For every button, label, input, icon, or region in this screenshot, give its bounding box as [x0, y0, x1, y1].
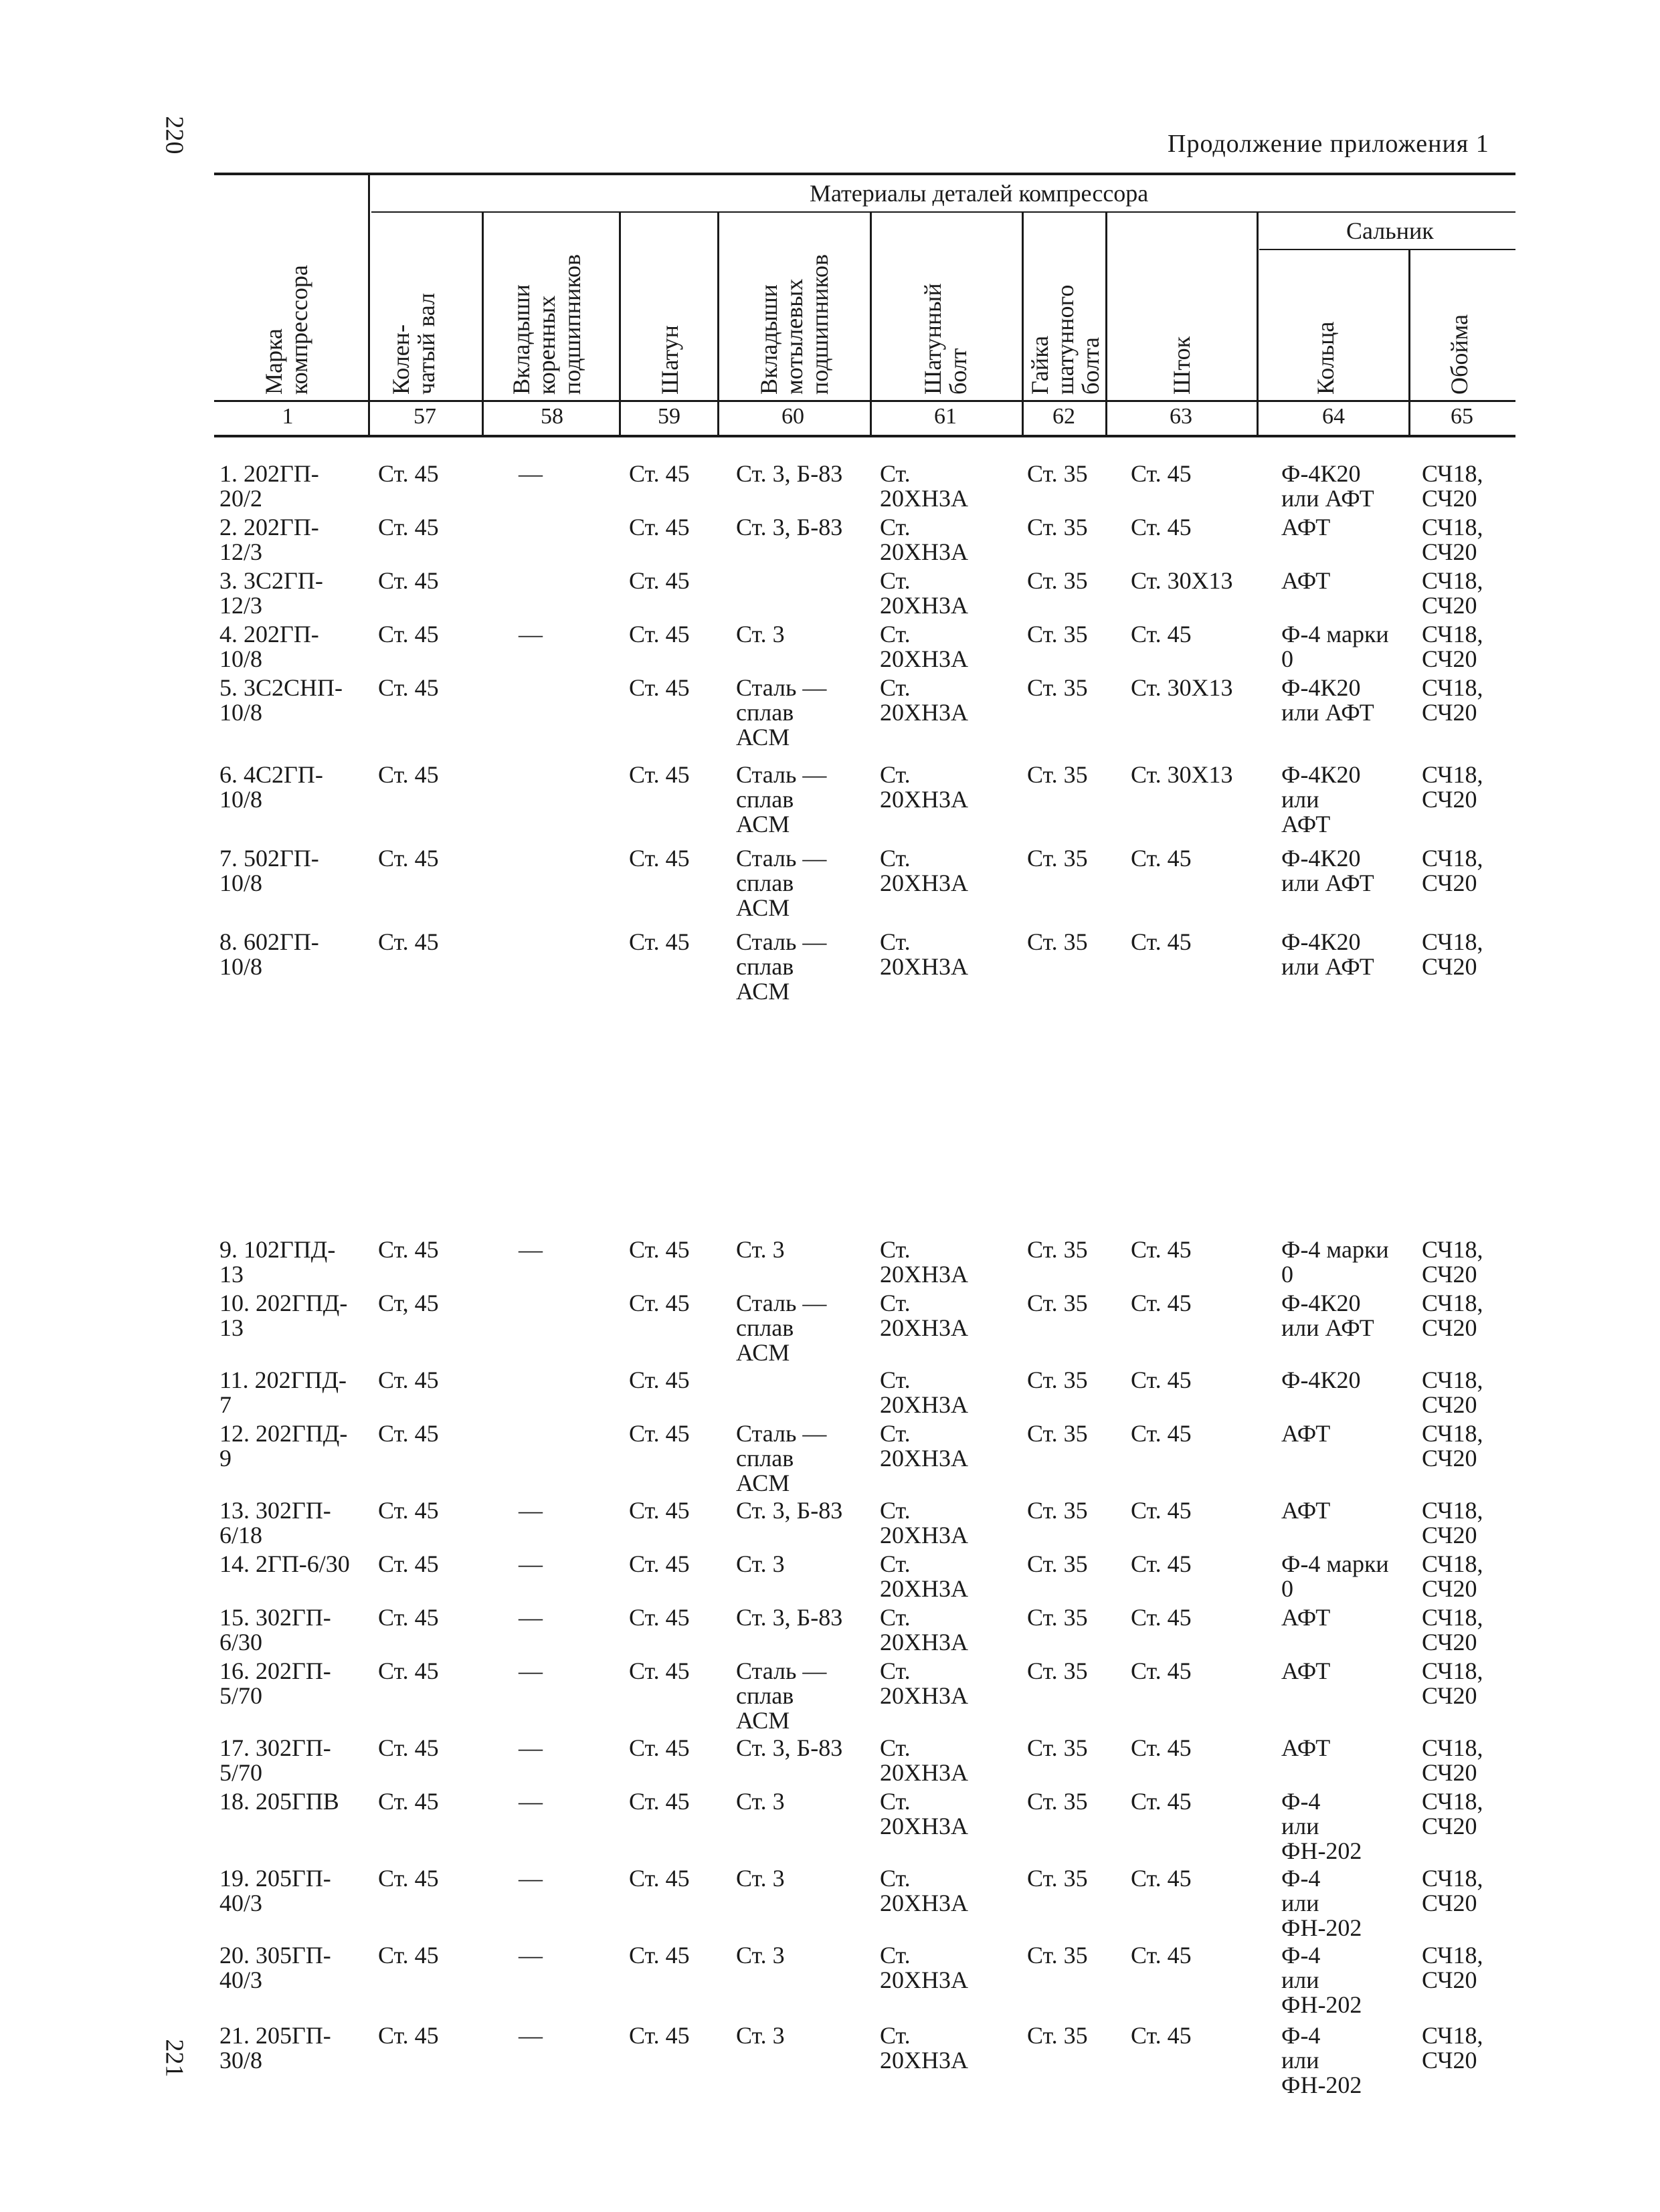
cell-gland-casing: СЧ18, СЧ20 — [1422, 514, 1483, 565]
cell-rod-bolt: Ст. 20ХН3А — [880, 1497, 968, 1548]
cell-crankshaft: Ст. 45 — [378, 1497, 439, 1524]
cell-gland-rings: Ф-4 марки 0 — [1281, 1550, 1389, 1602]
group-header-rule — [371, 211, 1515, 213]
cell-connecting-rod: Ст. 45 — [629, 1367, 690, 1393]
cell-rod-bolt-nut: Ст. 35 — [1027, 761, 1088, 788]
cell-rod-bolt-nut: Ст. 35 — [1027, 674, 1088, 701]
cell-rod-bolt: Ст. 20ХН3А — [880, 674, 968, 726]
cell-rod-bolt-nut: Ст. 35 — [1027, 1550, 1088, 1577]
subgroup-header: Сальник — [1346, 217, 1434, 244]
cell-crank-bearing-liners: Ст. 3 — [736, 2022, 785, 2049]
cell-crank-bearing-liners: Ст. 3, Б-83 — [736, 1497, 843, 1524]
cell-rod-bolt-nut: Ст. 35 — [1027, 1942, 1088, 1969]
cell-compressor-mark: 14. 2ГП-6/30 — [219, 1550, 350, 1577]
column-header: Вкладыши мотылевых подшипников — [755, 254, 833, 395]
cell-rod-bolt-nut: Ст. 35 — [1027, 460, 1088, 487]
cell-gland-rings: Ф-4К20 или АФТ — [1281, 460, 1374, 512]
cell-rod-bolt: Ст. 20ХН3А — [880, 1865, 968, 1916]
cell-gland-casing: СЧ18, СЧ20 — [1422, 460, 1483, 512]
cell-crankshaft: Ст. 45 — [378, 567, 439, 594]
cell-rod-bolt: Ст. 20ХН3А — [880, 1420, 968, 1472]
cell-crankshaft: Ст. 45 — [378, 1734, 439, 1761]
cell-crank-bearing-liners: Ст. 3 — [736, 1865, 785, 1892]
cell-rod-bolt: Ст. 20ХН3А — [880, 761, 968, 813]
cell-gland-casing: СЧ18, СЧ20 — [1422, 1550, 1483, 1602]
cell-piston-rod: Ст. 45 — [1131, 514, 1192, 540]
cell-rod-bolt: Ст. 20ХН3А — [880, 1290, 968, 1341]
cell-gland-rings: АФТ — [1281, 1657, 1331, 1684]
cell-crank-bearing-liners: Ст. 3 — [736, 621, 785, 647]
cell-compressor-mark: 1. 202ГП- 20/2 — [219, 460, 319, 512]
cell-piston-rod: Ст. 45 — [1131, 621, 1192, 647]
cell-gland-rings: Ф-4К20 или АФТ — [1281, 761, 1361, 837]
cell-crank-bearing-liners: Сталь — сплав АСМ — [736, 928, 827, 1005]
column-divider — [368, 175, 370, 436]
cell-crankshaft: Ст. 45 — [378, 1604, 439, 1631]
cell-crank-bearing-liners: Ст. 3, Б-83 — [736, 460, 843, 487]
cell-gland-rings: АФТ — [1281, 1604, 1331, 1631]
cell-rod-bolt-nut: Ст. 35 — [1027, 514, 1088, 540]
cell-rod-bolt-nut: Ст. 35 — [1027, 1420, 1088, 1447]
cell-gland-rings: АФТ — [1281, 1734, 1331, 1761]
cell-rod-bolt: Ст. 20ХН3А — [880, 1788, 968, 1839]
cell-connecting-rod: Ст. 45 — [629, 1788, 690, 1815]
cell-connecting-rod: Ст. 45 — [629, 2022, 690, 2049]
cell-piston-rod: Ст. 45 — [1131, 1788, 1192, 1815]
cell-main-bearing-liners: — — [519, 460, 543, 487]
cell-connecting-rod: Ст. 45 — [629, 460, 690, 487]
cell-crankshaft: Ст. 45 — [378, 1942, 439, 1969]
cell-compressor-mark: 4. 202ГП- 10/8 — [219, 621, 319, 672]
cell-piston-rod: Ст. 45 — [1131, 1550, 1192, 1577]
cell-gland-casing: СЧ18, СЧ20 — [1422, 567, 1483, 619]
cell-connecting-rod: Ст. 45 — [629, 1236, 690, 1263]
column-number: 59 — [658, 404, 680, 429]
cell-gland-rings: Ф-4К20 или АФТ — [1281, 1290, 1374, 1341]
cell-gland-casing: СЧ18, СЧ20 — [1422, 2022, 1483, 2074]
cell-gland-rings: Ф-4К20 — [1281, 1367, 1361, 1393]
cell-connecting-rod: Ст. 45 — [629, 1290, 690, 1316]
cell-compressor-mark: 3. 3С2ГП- 12/3 — [219, 567, 323, 619]
cell-crankshaft: Ст. 45 — [378, 514, 439, 540]
cell-gland-rings: Ф-4 марки 0 — [1281, 621, 1389, 672]
cell-connecting-rod: Ст. 45 — [629, 1942, 690, 1969]
cell-rod-bolt-nut: Ст. 35 — [1027, 928, 1088, 955]
cell-main-bearing-liners: — — [519, 1604, 543, 1631]
cell-crankshaft: Ст. 45 — [378, 1420, 439, 1447]
cell-piston-rod: Ст. 30Х13 — [1131, 567, 1233, 594]
cell-rod-bolt: Ст. 20ХН3А — [880, 2022, 968, 2074]
cell-compressor-mark: 12. 202ГПД- 9 — [219, 1420, 348, 1472]
cell-rod-bolt: Ст. 20ХН3А — [880, 1367, 968, 1418]
subgroup-header-rule — [1259, 249, 1515, 250]
cell-gland-casing: СЧ18, СЧ20 — [1422, 1604, 1483, 1655]
column-number: 62 — [1052, 404, 1075, 429]
cell-connecting-rod: Ст. 45 — [629, 1865, 690, 1892]
cell-crank-bearing-liners: Сталь — сплав АСМ — [736, 1657, 827, 1734]
cell-piston-rod: Ст. 45 — [1131, 1290, 1192, 1316]
cell-main-bearing-liners: — — [519, 1236, 543, 1263]
cell-compressor-mark: 2. 202ГП- 12/3 — [219, 514, 319, 565]
cell-rod-bolt-nut: Ст. 35 — [1027, 567, 1088, 594]
column-divider — [619, 213, 621, 436]
cell-main-bearing-liners: — — [519, 1865, 543, 1892]
column-header: Гайка шатунного болта — [1026, 284, 1104, 395]
column-number: 61 — [934, 404, 957, 429]
cell-gland-rings: Ф-4 марки 0 — [1281, 1236, 1389, 1288]
cell-gland-casing: СЧ18, СЧ20 — [1422, 1290, 1483, 1341]
cell-piston-rod: Ст. 45 — [1131, 1367, 1192, 1393]
cell-gland-casing: СЧ18, СЧ20 — [1422, 928, 1483, 980]
cell-piston-rod: Ст. 45 — [1131, 2022, 1192, 2049]
column-header: Обойма — [1446, 314, 1473, 395]
group-header: Материалы деталей компрессора — [810, 180, 1149, 207]
cell-piston-rod: Ст. 45 — [1131, 1420, 1192, 1447]
page-number-bottom: 221 — [160, 2039, 189, 2078]
cell-crankshaft: Ст. 45 — [378, 845, 439, 872]
cell-gland-rings: АФТ — [1281, 1497, 1331, 1524]
cell-rod-bolt-nut: Ст. 35 — [1027, 2022, 1088, 2049]
cell-compressor-mark: 19. 205ГП- 40/3 — [219, 1865, 331, 1916]
cell-compressor-mark: 16. 202ГП- 5/70 — [219, 1657, 331, 1709]
column-header: Шатунный болт — [919, 283, 972, 395]
cell-piston-rod: Ст. 45 — [1131, 1657, 1192, 1684]
column-divider — [1408, 250, 1410, 436]
cell-piston-rod: Ст. 45 — [1131, 845, 1192, 872]
cell-compressor-mark: 9. 102ГПД- 13 — [219, 1236, 336, 1288]
continuation-title: Продолжение приложения 1 — [1168, 130, 1489, 158]
cell-piston-rod: Ст. 30Х13 — [1131, 761, 1233, 788]
cell-rod-bolt: Ст. 20ХН3А — [880, 1942, 968, 1993]
cell-gland-casing: СЧ18, СЧ20 — [1422, 1865, 1483, 1916]
column-divider — [717, 213, 719, 436]
cell-crank-bearing-liners: Ст. 3, Б-83 — [736, 514, 843, 540]
cell-compressor-mark: 21. 205ГП- 30/8 — [219, 2022, 331, 2074]
column-divider — [1257, 213, 1259, 436]
cell-piston-rod: Ст. 30Х13 — [1131, 674, 1233, 701]
cell-compressor-mark: 8. 602ГП- 10/8 — [219, 928, 319, 980]
cell-rod-bolt: Ст. 20ХН3А — [880, 845, 968, 896]
cell-rod-bolt-nut: Ст. 35 — [1027, 1657, 1088, 1684]
cell-rod-bolt-nut: Ст. 35 — [1027, 1788, 1088, 1815]
cell-gland-rings: АФТ — [1281, 514, 1331, 540]
cell-crankshaft: Ст. 45 — [378, 460, 439, 487]
cell-crankshaft: Ст. 45 — [378, 1657, 439, 1684]
cell-compressor-mark: 13. 302ГП- 6/18 — [219, 1497, 331, 1548]
cell-crankshaft: Ст. 45 — [378, 928, 439, 955]
cell-gland-rings: Ф-4К20 или АФТ — [1281, 674, 1374, 726]
cell-gland-rings: Ф-4 или ФН-202 — [1281, 2022, 1362, 2098]
cell-piston-rod: Ст. 45 — [1131, 1604, 1192, 1631]
cell-crankshaft: Ст. 45 — [378, 761, 439, 788]
cell-crank-bearing-liners: Ст. 3 — [736, 1788, 785, 1815]
column-number: 65 — [1451, 404, 1473, 429]
cell-connecting-rod: Ст. 45 — [629, 674, 690, 701]
column-number: 57 — [413, 404, 436, 429]
cell-connecting-rod: Ст. 45 — [629, 1657, 690, 1684]
cell-compressor-mark: 10. 202ГПД- 13 — [219, 1290, 348, 1341]
cell-rod-bolt: Ст. 20ХН3А — [880, 567, 968, 619]
cell-crankshaft: Ст. 45 — [378, 1865, 439, 1892]
cell-main-bearing-liners: — — [519, 1497, 543, 1524]
column-header: Марка компрессора — [260, 265, 312, 395]
cell-connecting-rod: Ст. 45 — [629, 1604, 690, 1631]
cell-crank-bearing-liners: Ст. 3, Б-83 — [736, 1734, 843, 1761]
cell-compressor-mark: 7. 502ГП- 10/8 — [219, 845, 319, 896]
cell-gland-casing: СЧ18, СЧ20 — [1422, 1942, 1483, 1993]
cell-gland-rings: Ф-4 или ФН-202 — [1281, 1788, 1362, 1864]
column-number: 1 — [282, 404, 294, 429]
cell-gland-casing: СЧ18, СЧ20 — [1422, 1734, 1483, 1786]
cell-gland-rings: Ф-4 или ФН-202 — [1281, 1865, 1362, 1941]
cell-piston-rod: Ст. 45 — [1131, 1734, 1192, 1761]
cell-gland-rings: Ф-4 или ФН-202 — [1281, 1942, 1362, 2018]
cell-gland-casing: СЧ18, СЧ20 — [1422, 1236, 1483, 1288]
cell-crank-bearing-liners: Ст. 3, Б-83 — [736, 1604, 843, 1631]
cell-gland-rings: АФТ — [1281, 1420, 1331, 1447]
cell-main-bearing-liners: — — [519, 1734, 543, 1761]
cell-main-bearing-liners: — — [519, 1942, 543, 1969]
cell-crank-bearing-liners: Ст. 3 — [736, 1550, 785, 1577]
cell-piston-rod: Ст. 45 — [1131, 1865, 1192, 1892]
column-header: Шатун — [656, 325, 683, 395]
cell-main-bearing-liners: — — [519, 1550, 543, 1577]
cell-gland-rings: Ф-4К20 или АФТ — [1281, 928, 1374, 980]
cell-gland-casing: СЧ18, СЧ20 — [1422, 761, 1483, 813]
cell-crank-bearing-liners: Сталь — сплав АСМ — [736, 674, 827, 750]
column-number: 58 — [541, 404, 563, 429]
cell-crank-bearing-liners: Сталь — сплав АСМ — [736, 761, 827, 837]
cell-rod-bolt-nut: Ст. 35 — [1027, 1865, 1088, 1892]
cell-compressor-mark: 6. 4С2ГП- 10/8 — [219, 761, 323, 813]
cell-gland-casing: СЧ18, СЧ20 — [1422, 1657, 1483, 1709]
cell-connecting-rod: Ст. 45 — [629, 845, 690, 872]
cell-crank-bearing-liners: Сталь — сплав АСМ — [736, 845, 827, 921]
cell-piston-rod: Ст. 45 — [1131, 928, 1192, 955]
cell-gland-rings: Ф-4К20 или АФТ — [1281, 845, 1374, 896]
cell-rod-bolt-nut: Ст. 35 — [1027, 1604, 1088, 1631]
cell-crankshaft: Ст. 45 — [378, 1236, 439, 1263]
cell-rod-bolt: Ст. 20ХН3А — [880, 1236, 968, 1288]
cell-rod-bolt-nut: Ст. 35 — [1027, 1236, 1088, 1263]
cell-gland-casing: СЧ18, СЧ20 — [1422, 1367, 1483, 1418]
cell-piston-rod: Ст. 45 — [1131, 1236, 1192, 1263]
cell-gland-rings: АФТ — [1281, 567, 1331, 594]
cell-gland-casing: СЧ18, СЧ20 — [1422, 674, 1483, 726]
column-divider — [1022, 213, 1024, 436]
cell-crankshaft: Ст. 45 — [378, 1367, 439, 1393]
column-divider — [482, 213, 484, 436]
column-header: Вкладыши коренных подшипников — [508, 254, 585, 395]
cell-rod-bolt-nut: Ст. 35 — [1027, 1734, 1088, 1761]
column-header: Кольца — [1312, 321, 1339, 395]
cell-crank-bearing-liners: Ст. 3 — [736, 1942, 785, 1969]
cell-main-bearing-liners: — — [519, 2022, 543, 2049]
column-number: 60 — [781, 404, 804, 429]
cell-compressor-mark: 15. 302ГП- 6/30 — [219, 1604, 331, 1655]
cell-rod-bolt: Ст. 20ХН3А — [880, 928, 968, 980]
cell-connecting-rod: Ст. 45 — [629, 1734, 690, 1761]
column-number: 64 — [1322, 404, 1345, 429]
cell-connecting-rod: Ст. 45 — [629, 621, 690, 647]
cell-compressor-mark: 11. 202ГПД- 7 — [219, 1367, 347, 1418]
cell-main-bearing-liners: — — [519, 1657, 543, 1684]
cell-rod-bolt-nut: Ст. 35 — [1027, 845, 1088, 872]
cell-crankshaft: Ст. 45 — [378, 1550, 439, 1577]
cell-rod-bolt-nut: Ст. 35 — [1027, 1497, 1088, 1524]
cell-connecting-rod: Ст. 45 — [629, 928, 690, 955]
cell-rod-bolt: Ст. 20ХН3А — [880, 1734, 968, 1786]
page-number-top: 220 — [160, 116, 189, 155]
cell-connecting-rod: Ст. 45 — [629, 1420, 690, 1447]
cell-rod-bolt: Ст. 20ХН3А — [880, 514, 968, 565]
cell-rod-bolt-nut: Ст. 35 — [1027, 621, 1088, 647]
cell-connecting-rod: Ст. 45 — [629, 567, 690, 594]
cell-connecting-rod: Ст. 45 — [629, 761, 690, 788]
cell-gland-casing: СЧ18, СЧ20 — [1422, 845, 1483, 896]
column-number-rule — [214, 435, 1515, 437]
cell-crankshaft: Ст. 45 — [378, 1788, 439, 1815]
cell-crank-bearing-liners: Ст. 3 — [736, 1236, 785, 1263]
cell-gland-casing: СЧ18, СЧ20 — [1422, 1420, 1483, 1472]
cell-compressor-mark: 17. 302ГП- 5/70 — [219, 1734, 331, 1786]
cell-connecting-rod: Ст. 45 — [629, 1497, 690, 1524]
cell-crank-bearing-liners: Сталь — сплав АСМ — [736, 1420, 827, 1496]
column-divider — [1105, 213, 1107, 436]
cell-crankshaft: Ст. 45 — [378, 621, 439, 647]
cell-rod-bolt: Ст. 20ХН3А — [880, 1604, 968, 1655]
cell-rod-bolt: Ст. 20ХН3А — [880, 460, 968, 512]
column-number: 63 — [1170, 404, 1192, 429]
cell-compressor-mark: 20. 305ГП- 40/3 — [219, 1942, 331, 1993]
cell-piston-rod: Ст. 45 — [1131, 1497, 1192, 1524]
cell-piston-rod: Ст. 45 — [1131, 1942, 1192, 1969]
cell-rod-bolt: Ст. 20ХН3А — [880, 621, 968, 672]
cell-crank-bearing-liners: Сталь — сплав АСМ — [736, 1290, 827, 1366]
cell-crankshaft: Ст, 45 — [378, 1290, 439, 1316]
table-top-rule — [214, 173, 1515, 175]
cell-rod-bolt: Ст. 20ХН3А — [880, 1657, 968, 1709]
column-divider — [870, 213, 872, 436]
cell-main-bearing-liners: — — [519, 1788, 543, 1815]
cell-compressor-mark: 18. 205ГПВ — [219, 1788, 339, 1815]
header-bottom-rule — [214, 400, 1515, 402]
cell-rod-bolt: Ст. 20ХН3А — [880, 1550, 968, 1602]
cell-rod-bolt-nut: Ст. 35 — [1027, 1290, 1088, 1316]
cell-piston-rod: Ст. 45 — [1131, 460, 1192, 487]
cell-rod-bolt-nut: Ст. 35 — [1027, 1367, 1088, 1393]
cell-connecting-rod: Ст. 45 — [629, 514, 690, 540]
cell-gland-casing: СЧ18, СЧ20 — [1422, 1788, 1483, 1839]
cell-main-bearing-liners: — — [519, 621, 543, 647]
cell-compressor-mark: 5. 3С2СНП- 10/8 — [219, 674, 343, 726]
cell-gland-casing: СЧ18, СЧ20 — [1422, 621, 1483, 672]
column-header: Колен- чатый вал — [387, 292, 440, 395]
cell-connecting-rod: Ст. 45 — [629, 1550, 690, 1577]
cell-crankshaft: Ст. 45 — [378, 674, 439, 701]
cell-crankshaft: Ст. 45 — [378, 2022, 439, 2049]
column-header: Шток — [1168, 336, 1195, 395]
cell-gland-casing: СЧ18, СЧ20 — [1422, 1497, 1483, 1548]
